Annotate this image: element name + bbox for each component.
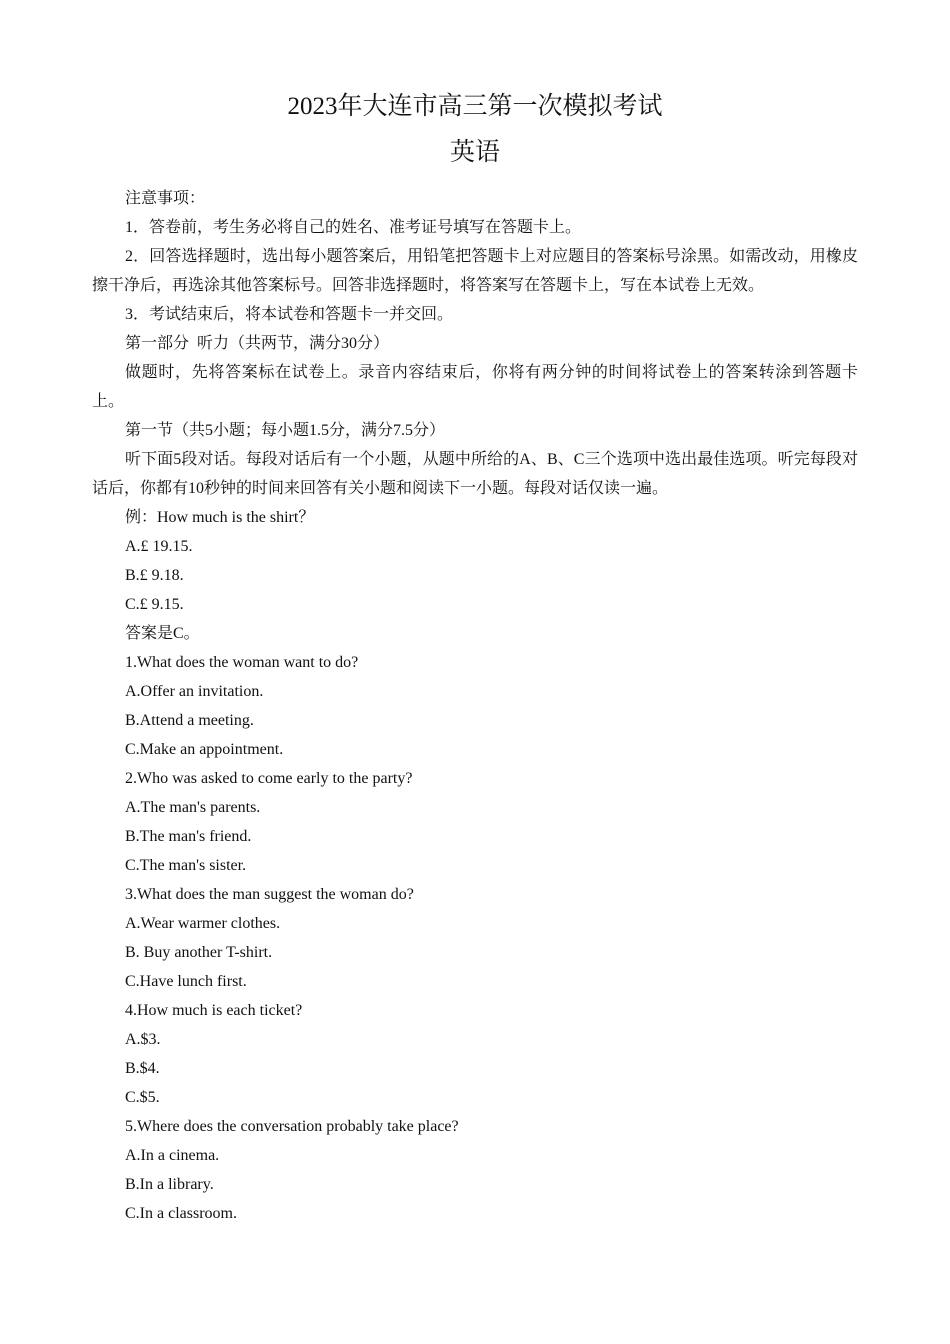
question-2: 2.Who was asked to come early to the party? [125,770,413,787]
example-option: A.£ 19.15. [125,538,193,555]
part1-heading: 第一部分 听力（共两节，满分30分） [125,335,390,352]
question-5-option-a: A.In a cinema. [125,1147,220,1164]
question-3: 3.What does the man suggest the woman do? [125,886,414,903]
section1-instruction: 听下面5段对话。每段对话后有一个小题，从题中所给的A、B、C三个选项中选出最佳选项。听完每段对话后，你都有10秒钟的时间来回答有关小题和阅读下一小题。每段对话仅读一遍。 [92,451,858,497]
example-question: 例：How much is the shirt？ [125,509,315,526]
question-3-option-b: B. Buy another T-shirt. [125,944,273,961]
question-5-option-c: C.In a classroom. [125,1205,237,1222]
question-4-option-a: A.$3. [125,1031,161,1048]
notice-item: 3．考试结束后，将本试卷和答题卡一并交回。 [125,306,454,323]
exam-subject: 英语 [449,139,500,166]
example-option: C.£ 9.15. [125,596,184,613]
question-1-option-c: C.Make an appointment. [125,741,284,758]
question-4-option-c: C.$5. [125,1089,160,1106]
notice-heading: 注意事项： [125,190,206,207]
example-answer: 答案是C。 [125,625,200,642]
question-2-option-c: C.The man's sister. [125,857,247,874]
question-4: 4.How much is each ticket? [125,1002,303,1019]
question-3-option-c: C.Have lunch first. [125,973,247,990]
question-1-option-a: A.Offer an invitation. [125,683,264,700]
notice-item: 2．回答选择题时，选出每小题答案后，用铅笔把答题卡上对应题目的答案标号涂黑。如需改动，用橡皮擦干净后，再选涂其他答案标号。回答非选择题时，将答案写在答题卡上，写在本试卷上无效。 [92,248,858,294]
question-1: 1.What does the woman want to do? [125,654,359,671]
notice-item: 1．答卷前，考生务必将自己的姓名、准考证号填写在答题卡上。 [125,219,582,236]
question-1-option-b: B.Attend a meeting. [125,712,254,729]
question-2-option-a: A.The man's parents. [125,799,261,816]
question-5-option-b: B.In a library. [125,1176,214,1193]
question-2-option-b: B.The man's friend. [125,828,252,845]
question-4-option-b: B.$4. [125,1060,160,1077]
document-page [92,88,858,1228]
part1-instruction: 做题时，先将答案标在试卷上。录音内容结束后，你将有两分钟的时间将试卷上的答案转涂到答题卡上。 [92,364,858,410]
section1-heading: 第一节（共5小题；每小题1.5分，满分7.5分） [125,422,446,439]
example-option: B.£ 9.18. [125,567,184,584]
exam-title: 2023年大连市高三第一次模拟考试 [287,93,663,120]
question-3-option-a: A.Wear warmer clothes. [125,915,281,932]
question-5: 5.Where does the conversation probably take place? [125,1118,459,1135]
